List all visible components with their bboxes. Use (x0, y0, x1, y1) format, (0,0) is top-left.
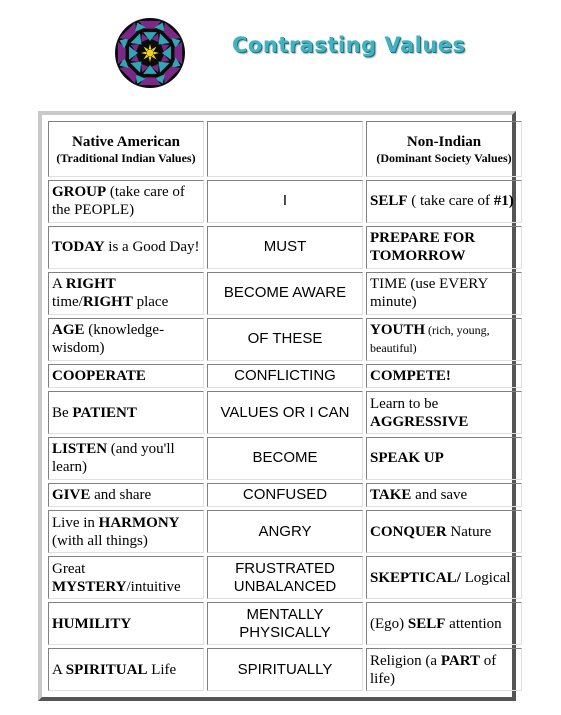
table-row (48, 180, 522, 223)
left-text-segment: SPIRITUAL (65, 661, 148, 678)
left-text-segment: GROUP (52, 184, 107, 201)
non-indian-value-cell (366, 318, 522, 361)
right-text-segment: Learn to be (370, 395, 439, 412)
right-text-segment: AGGRESSIVE (370, 413, 469, 430)
non-indian-value-cell (366, 602, 522, 645)
table-row (48, 437, 522, 480)
table-row (48, 510, 522, 553)
table-row (48, 272, 522, 315)
non-indian-value-cell (366, 510, 522, 553)
left-text-segment: MYSTERY (52, 578, 127, 595)
native-value-cell (48, 318, 204, 361)
left-text-segment: (take care of the PEOPLE) (52, 184, 185, 219)
right-text-segment: SELF (407, 615, 446, 632)
right-text-segment: SPEAK UP (370, 450, 444, 467)
right-text-segment: Religion (a (370, 652, 441, 669)
left-text-segment: RIGHT (65, 276, 116, 293)
middle-statement-cell: SPIRITUALLY (207, 648, 363, 691)
header-middle (207, 121, 363, 177)
header-non-indian (366, 121, 522, 177)
native-value-cell (48, 483, 204, 508)
table-row (48, 602, 522, 645)
right-text-segment: COMPETE! (370, 367, 451, 384)
right-text-segment: PART (440, 652, 481, 669)
native-value-cell (48, 272, 204, 315)
native-value-cell (48, 602, 204, 645)
middle-statement-cell: BECOME AWARE (207, 272, 363, 315)
native-value-cell (48, 180, 204, 223)
non-indian-value-cell (366, 483, 522, 508)
left-text-segment: GIVE (52, 487, 91, 504)
middle-statement-cell: I (207, 180, 363, 223)
header-left-subtitle: (Traditional Indian Values) (56, 150, 196, 165)
left-text-segment: A (52, 276, 66, 293)
left-text-segment: is a Good Day! (104, 239, 200, 256)
left-text-segment: AGE (52, 322, 85, 339)
page-title: Contrasting Values (232, 33, 466, 57)
left-text-segment: Great (52, 560, 86, 577)
left-text-segment: time/ (52, 294, 83, 311)
native-value-cell (48, 391, 204, 434)
right-text-segment: Logical (460, 569, 511, 586)
left-text-segment: place (132, 294, 169, 311)
right-text-segment: #1) (493, 193, 514, 210)
native-value-cell (48, 556, 204, 599)
middle-statement-cell: MUST (207, 226, 363, 269)
values-table-frame (38, 111, 516, 701)
non-indian-value-cell (366, 648, 522, 691)
table-row (48, 556, 522, 599)
right-text-segment: Nature (446, 523, 492, 540)
right-text-segment: PREPARE FOR TOMORROW (370, 230, 476, 265)
middle-statement-cell: FRUSTRATED UNBALANCED (207, 556, 363, 599)
middle-statement-cell: CONFUSED (207, 483, 363, 508)
left-text-segment: PATIENT (72, 404, 137, 421)
left-text-segment: (knowledge-wisdom) (52, 322, 165, 357)
native-value-cell (48, 364, 204, 389)
left-text-segment: Life (147, 661, 177, 678)
middle-statement-cell: ANGRY (207, 510, 363, 553)
right-text-segment: attention (445, 615, 502, 632)
right-text-segment: YOUTH (370, 322, 426, 339)
left-text-segment: COOPERATE (52, 367, 146, 384)
left-text-segment: and share (90, 487, 152, 504)
left-text-segment: (and you'll learn) (52, 441, 175, 476)
right-text-segment: (Ego) (370, 615, 408, 632)
middle-statement-cell: MENTALLY PHYSICALLY (207, 602, 363, 645)
right-text-segment: of life) (370, 652, 497, 687)
left-text-segment: A (52, 661, 66, 678)
table-row (48, 391, 522, 434)
table-row (48, 318, 522, 361)
header-right-subtitle: (Dominant Society Values) (376, 150, 512, 165)
middle-statement-cell: VALUES OR I CAN (207, 391, 363, 434)
table-row (48, 364, 522, 389)
medicine-wheel-icon (114, 17, 186, 89)
non-indian-value-cell (366, 437, 522, 480)
right-text-segment: (rich, young, beautiful) (370, 323, 490, 356)
right-text-segment: TAKE (370, 487, 412, 504)
table-row (48, 648, 522, 691)
non-indian-value-cell (366, 272, 522, 315)
right-text-segment: and save (411, 487, 468, 504)
header-right-title: Non-Indian (406, 133, 482, 150)
non-indian-value-cell (366, 226, 522, 269)
right-text-segment: TIME (use EVERY minute) (370, 276, 488, 311)
non-indian-value-cell (366, 391, 522, 434)
left-text-segment: (with all things) (52, 532, 148, 549)
left-text-segment: RIGHT (82, 294, 133, 311)
left-text-segment: LISTEN (52, 441, 108, 458)
header-native-american (48, 121, 204, 177)
non-indian-value-cell (366, 180, 522, 223)
left-text-segment: HUMILITY (52, 615, 132, 632)
right-text-segment: CONQUER (370, 523, 447, 540)
middle-statement-cell: BECOME (207, 437, 363, 480)
header-left-title: Native American (72, 133, 180, 150)
table-row (48, 226, 522, 269)
native-value-cell (48, 648, 204, 691)
right-text-segment: ( take care of (407, 193, 494, 210)
values-table (45, 118, 525, 694)
non-indian-value-cell (366, 556, 522, 599)
table-row (48, 483, 522, 508)
left-text-segment: HARMONY (98, 514, 180, 531)
middle-statement-cell: OF THESE (207, 318, 363, 361)
table-header-row (48, 121, 522, 177)
right-text-segment: SKEPTICAL/ (370, 569, 461, 586)
left-text-segment: Live in (52, 514, 99, 531)
non-indian-value-cell (366, 364, 522, 389)
middle-statement-cell: CONFLICTING (207, 364, 363, 389)
native-value-cell (48, 437, 204, 480)
left-text-segment: Be (52, 404, 73, 421)
native-value-cell (48, 226, 204, 269)
left-text-segment: /intuitive (126, 578, 181, 595)
native-value-cell (48, 510, 204, 553)
right-text-segment: SELF (370, 193, 408, 210)
left-text-segment: TODAY (52, 239, 105, 256)
